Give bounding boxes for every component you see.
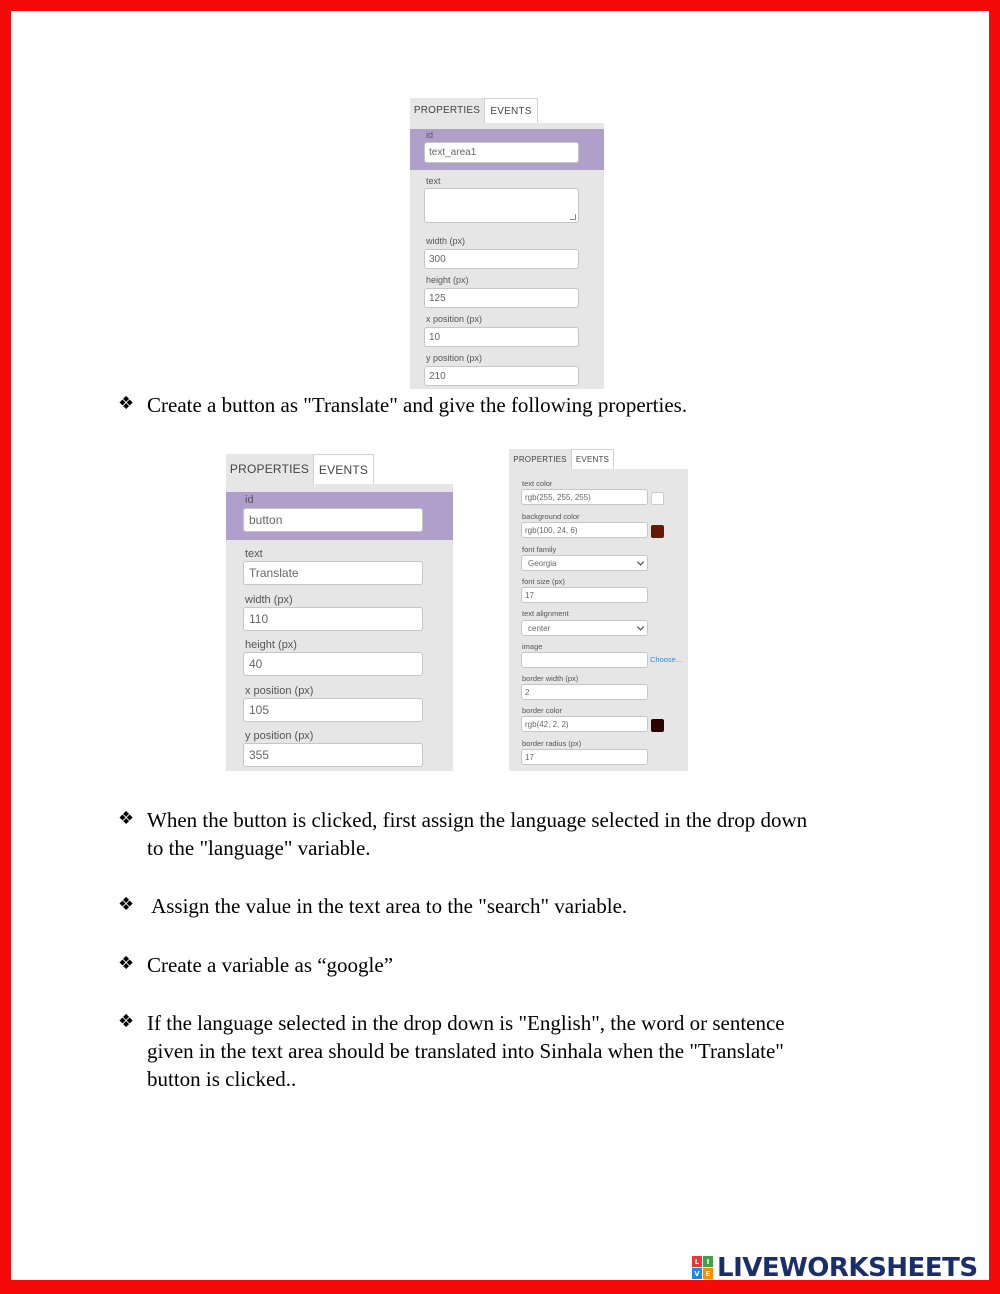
tab-events[interactable]: EVENTS [313, 454, 374, 484]
tab-events[interactable]: EVENTS [571, 449, 614, 469]
border-color-label: border color [522, 706, 563, 715]
bullet-icon: ❖ [118, 393, 135, 414]
logo-mark-letter: V [692, 1268, 702, 1279]
background-color-swatch[interactable] [651, 525, 664, 538]
height-input[interactable]: 40 [243, 652, 423, 676]
logo-mark-letter: I [703, 1256, 713, 1267]
textarea-properties-panel [410, 98, 604, 389]
choose-image-link[interactable]: Choose... [650, 655, 683, 664]
logo-text: LIVEWORKSHEETS [717, 1253, 978, 1283]
tab-events[interactable]: EVENTS [484, 98, 538, 123]
x-position-input[interactable]: 10 [424, 327, 579, 347]
bullet-icon: ❖ [118, 808, 135, 829]
width-label: width (px) [245, 594, 293, 606]
bullet-icon: ❖ [118, 894, 135, 915]
font-family-select[interactable] [521, 555, 648, 571]
text-label: text [245, 548, 263, 560]
tab-properties[interactable]: PROPERTIES [226, 454, 313, 484]
text-alignment-select[interactable] [521, 620, 648, 636]
tab-properties[interactable]: PROPERTIES [509, 449, 571, 469]
id-input[interactable]: text_area1 [424, 142, 579, 163]
id-label: id [245, 494, 254, 506]
chevron-down-icon [637, 558, 644, 565]
text-color-swatch[interactable] [651, 492, 664, 505]
height-label: height (px) [245, 639, 297, 651]
border-radius-label: border radius (px) [522, 739, 582, 748]
style-properties-panel [509, 449, 688, 771]
image-input[interactable] [521, 652, 648, 668]
logo-mark-icon [692, 1256, 714, 1280]
height-input[interactable]: 125 [424, 288, 579, 308]
instruction-translate-line1: If the language selected in the drop down is "English", the word or sentence [147, 1011, 785, 1035]
instruction-create-button: Create a button as "Translate" and give the following properties. [147, 393, 688, 417]
id-input[interactable]: button [243, 508, 423, 532]
instruction-assign-search: Assign the value in the text area to the "search" variable. [147, 894, 628, 918]
bullet-icon: ❖ [118, 1011, 135, 1032]
logo-mark-letter: L [692, 1256, 702, 1267]
border-width-label: border width (px) [522, 674, 579, 683]
text-color-input[interactable]: rgb(255, 255, 255) [521, 489, 648, 505]
instruction-assign-language-line2: to the "language" variable. [147, 836, 371, 860]
id-label: id [426, 130, 434, 140]
y-position-label: y position (px) [245, 730, 314, 742]
text-alignment-value: center [528, 623, 551, 633]
width-input[interactable]: 110 [243, 607, 423, 631]
text-alignment-label: text alignment [522, 609, 569, 618]
font-family-value: Georgia [528, 558, 557, 568]
font-size-label: font size (px) [522, 577, 565, 586]
text-input[interactable]: Translate [243, 561, 423, 585]
border-radius-input[interactable]: 17 [521, 749, 648, 765]
liveworksheets-logo [692, 1253, 978, 1283]
y-position-input[interactable]: 355 [243, 743, 423, 767]
image-label: image [522, 642, 543, 651]
border-width-input[interactable]: 2 [521, 684, 648, 700]
y-position-input[interactable]: 210 [424, 366, 579, 386]
logo-mark-letter: E [703, 1268, 713, 1279]
height-label: height (px) [426, 275, 469, 285]
width-input[interactable]: 300 [424, 249, 579, 269]
y-position-label: y position (px) [426, 353, 483, 363]
instruction-translate-line2: given in the text area should be translated into Sinhala when the "Translate" [147, 1039, 784, 1063]
font-family-label: font family [522, 545, 557, 554]
background-color-label: background color [522, 512, 580, 521]
bullet-icon: ❖ [118, 953, 135, 974]
tab-properties[interactable]: PROPERTIES [410, 98, 484, 123]
chevron-down-icon [637, 623, 644, 630]
border-color-input[interactable]: rgb(42, 2, 2) [521, 716, 648, 732]
border-color-swatch[interactable] [651, 719, 664, 732]
width-label: width (px) [426, 236, 466, 246]
instruction-assign-language-line1: When the button is clicked, first assign the language selected in the drop down [147, 808, 808, 832]
x-position-label: x position (px) [245, 685, 314, 697]
x-position-label: x position (px) [426, 314, 483, 324]
font-size-input[interactable]: 17 [521, 587, 648, 603]
button-properties-panel [226, 454, 453, 771]
background-color-input[interactable]: rgb(100, 24, 6) [521, 522, 648, 538]
text-label: text [426, 176, 441, 186]
text-textarea[interactable] [424, 188, 579, 223]
resize-handle-icon[interactable] [570, 214, 576, 220]
x-position-input[interactable]: 105 [243, 698, 423, 722]
text-color-label: text color [522, 479, 553, 488]
instruction-create-variable: Create a variable as “google” [147, 953, 394, 977]
instruction-translate-line3: button is clicked.. [147, 1067, 297, 1091]
